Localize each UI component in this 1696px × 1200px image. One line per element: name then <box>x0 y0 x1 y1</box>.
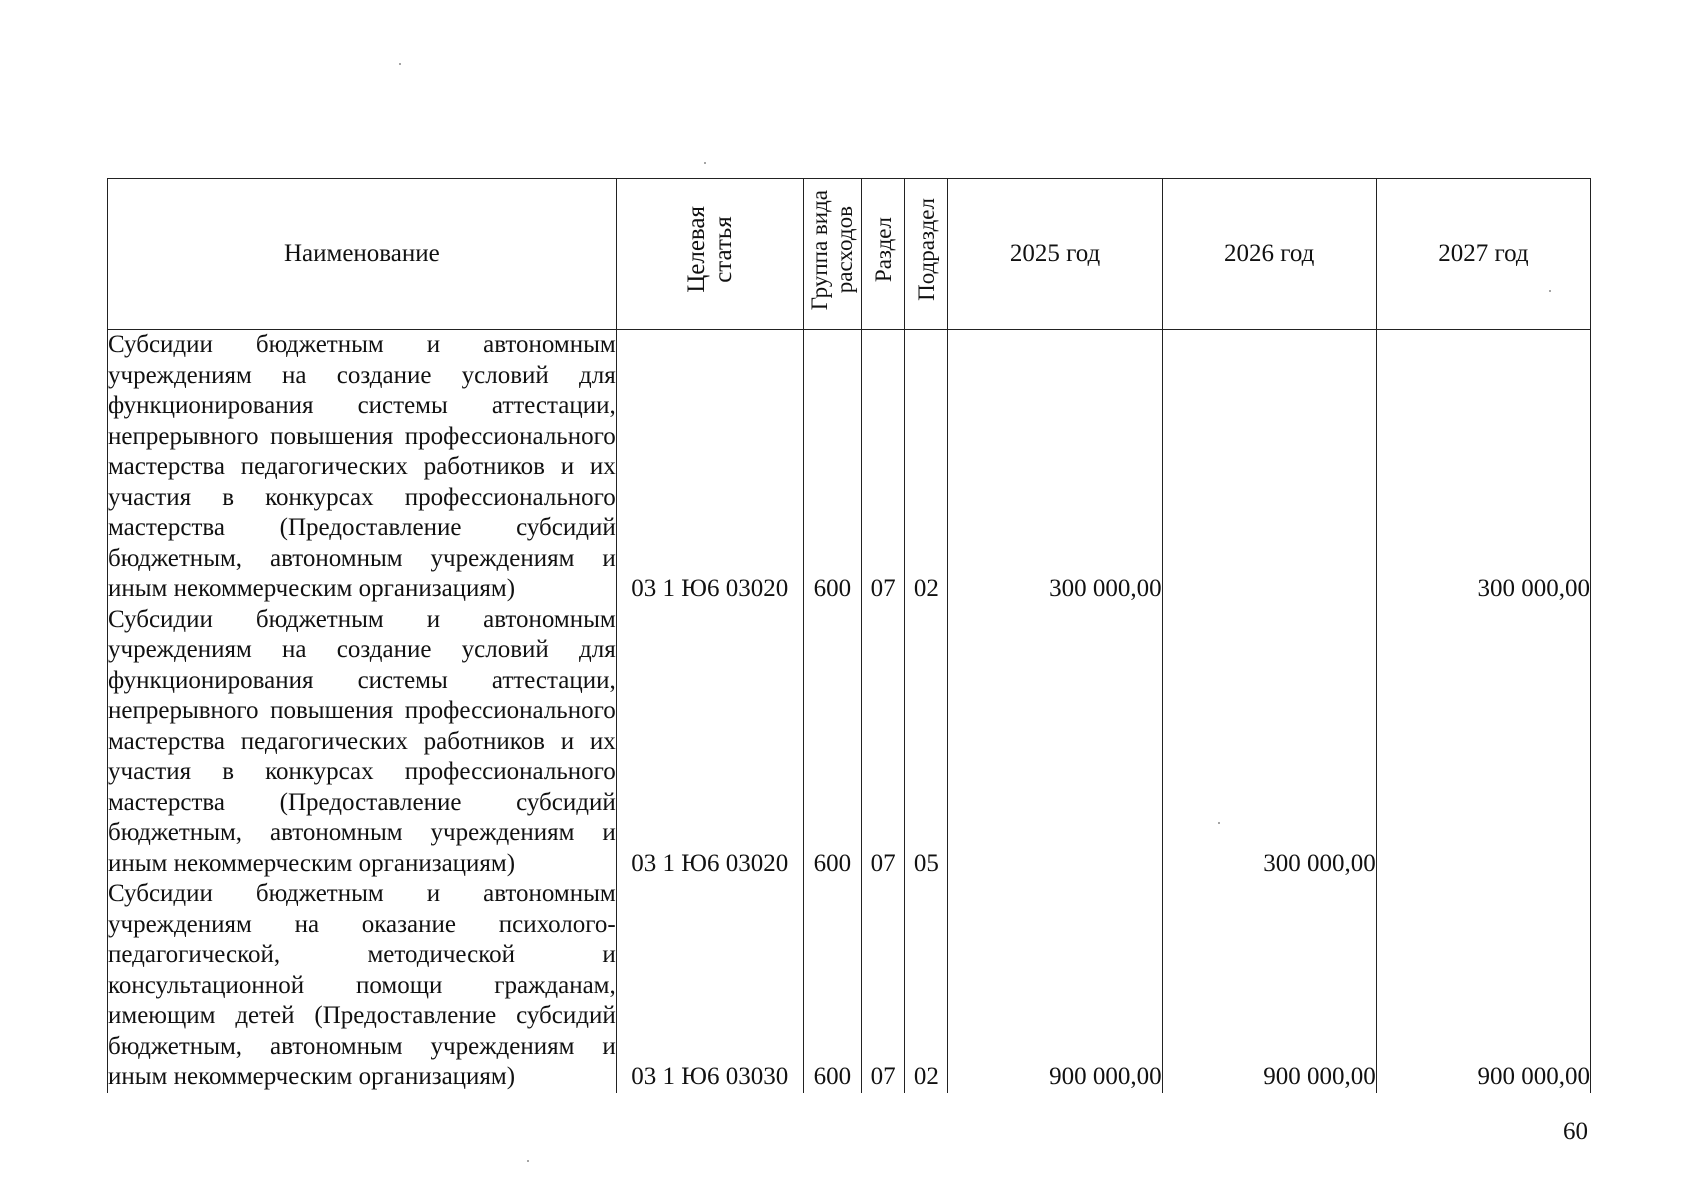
header-section <box>862 179 905 330</box>
row-name: Субсидии бюджетным и автономным учреждениям на оказание психолого-педагогической, методической и консультационной помощи гражданам, имеющим детей (Предоставление субсидий бюджетным, автономным учреждениям и иным некоммерческим организациям) <box>108 879 617 1093</box>
row-amount-2025 <box>948 605 1162 880</box>
row-expense-group: 600 <box>803 605 861 880</box>
table-row <box>108 605 1591 880</box>
row-subsection: 05 <box>905 605 948 880</box>
header-subsection-label: Подраздел <box>913 198 939 302</box>
header-name-label: Наименование <box>283 239 440 267</box>
header-group-line2: расходов <box>832 206 858 294</box>
row-target-code: 03 1 Ю6 03020 <box>616 330 803 605</box>
row-section: 07 <box>862 605 905 880</box>
header-subsection <box>905 179 948 330</box>
row-section: 07 <box>862 879 905 1093</box>
header-expense-group-label <box>807 190 857 310</box>
scan-speck <box>399 63 401 65</box>
header-year-2026-label: 2026 год <box>1224 239 1315 267</box>
header-year-2026 <box>1162 179 1376 330</box>
row-name: Субсидии бюджетным и автономным учреждениям на создание условий для функционирования системы аттестации, непрерывного повышения профессионального мастерства педагогических работников и их участия в конкурсах профессионального мастерства (Предоставление субсидий бюджетным, автономным учреждениям и иным некоммерческим организациям) <box>108 605 617 880</box>
page-number: 60 <box>1563 1118 1588 1145</box>
scan-speck <box>1549 290 1551 292</box>
row-expense-group: 600 <box>803 879 861 1093</box>
header-year-2027-label: 2027 год <box>1438 239 1529 267</box>
row-target-code: 03 1 Ю6 03030 <box>616 879 803 1093</box>
row-name: Субсидии бюджетным и автономным учреждениям на создание условий для функционирования системы аттестации, непрерывного повышения профессионального мастерства педагогических работников и их участия в конкурсах профессионального мастерства (Предоставление субсидий бюджетным, автономным учреждениям и иным некоммерческим организациям) <box>108 330 617 605</box>
row-expense-group: 600 <box>803 330 861 605</box>
header-expense-group <box>803 179 861 330</box>
row-amount-2027: 900 000,00 <box>1376 879 1590 1093</box>
budget-table <box>107 178 1591 1093</box>
row-amount-2025: 300 000,00 <box>948 330 1162 605</box>
table-header-row <box>108 179 1591 330</box>
header-year-2025 <box>948 179 1162 330</box>
row-amount-2027: 300 000,00 <box>1376 330 1590 605</box>
row-amount-2027 <box>1376 605 1590 880</box>
row-section: 07 <box>862 330 905 605</box>
row-amount-2026: 900 000,00 <box>1162 879 1376 1093</box>
table-row <box>108 330 1591 605</box>
table-row <box>108 879 1591 1093</box>
header-year-2025-label: 2025 год <box>1009 239 1101 267</box>
header-section-label: Раздел <box>870 217 896 283</box>
row-amount-2026 <box>1162 330 1376 605</box>
scan-speck <box>1218 822 1220 824</box>
scan-speck <box>527 1160 529 1162</box>
header-year-2027 <box>1376 179 1590 330</box>
row-amount-2025: 900 000,00 <box>948 879 1162 1093</box>
header-target-article <box>616 179 803 330</box>
header-target-line2: статья <box>709 216 737 284</box>
row-target-code: 03 1 Ю6 03020 <box>616 605 803 880</box>
header-target-article-label <box>683 206 737 293</box>
row-subsection: 02 <box>905 330 948 605</box>
header-group-line1: Группа вида <box>807 189 833 310</box>
row-amount-2026: 300 000,00 <box>1162 605 1376 880</box>
scan-speck <box>704 162 706 164</box>
header-name <box>108 179 617 330</box>
row-subsection: 02 <box>905 879 948 1093</box>
header-target-line1: Целевая <box>682 206 710 294</box>
